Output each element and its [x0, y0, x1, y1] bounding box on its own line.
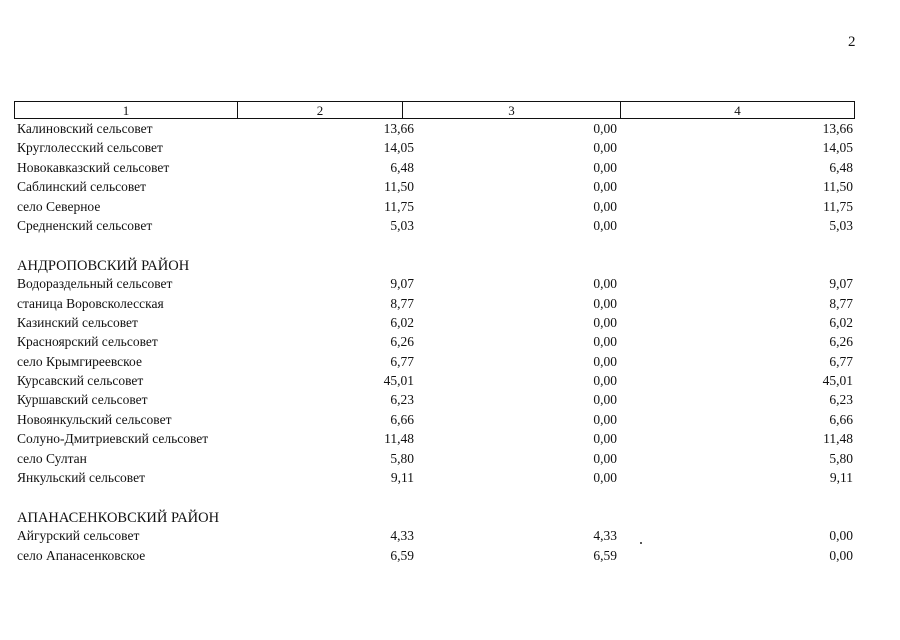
- header-col-3: 3: [403, 102, 621, 118]
- row-col-3: 0,00: [593, 159, 617, 175]
- row-col-4: 9,11: [829, 470, 853, 486]
- row-col-2: 14,05: [383, 140, 414, 156]
- row-col-2: 9,11: [390, 470, 414, 486]
- row-name: Казинский сельсовет: [17, 314, 138, 330]
- row-col-2: 5,80: [390, 450, 414, 466]
- table-row: [0, 391, 900, 410]
- table-row: [0, 275, 900, 294]
- row-name: станица Воровсколесская: [17, 295, 164, 311]
- row-col-3: 0,00: [593, 276, 617, 292]
- table-row: [0, 353, 900, 372]
- row-col-2: 6,02: [390, 314, 414, 330]
- row-col-2: 5,03: [390, 217, 414, 233]
- table-row: [0, 314, 900, 333]
- row-name: Красноярский сельсовет: [17, 334, 158, 350]
- row-name: Круглолесский сельсовет: [17, 140, 163, 156]
- row-col-3: 0,00: [593, 121, 617, 136]
- row-col-3: 0,00: [593, 431, 617, 447]
- row-col-2: 11,50: [384, 179, 414, 195]
- header-col-4: 4: [734, 103, 741, 118]
- row-col-2: 13,66: [383, 121, 414, 136]
- row-col-4: 6,26: [829, 334, 853, 350]
- row-col-3: 0,00: [593, 217, 617, 233]
- row-col-3: 0,00: [593, 373, 617, 389]
- table-row: [0, 527, 900, 546]
- row-col-4: 8,77: [829, 295, 853, 311]
- row-name: село Апанасенковское: [17, 547, 146, 563]
- row-col-4: 5,80: [829, 450, 853, 466]
- section-heading: [0, 508, 900, 527]
- table-row: [0, 411, 900, 430]
- row-col-2: 9,07: [390, 276, 414, 292]
- row-name: Водораздельный сельсовет: [17, 276, 173, 292]
- row-col-3: 4,33: [593, 528, 617, 544]
- row-col-4: 6,23: [829, 392, 853, 408]
- row-col-2: 6,23: [390, 392, 414, 408]
- row-col-2: 11,75: [384, 198, 414, 214]
- section-heading: [0, 256, 900, 275]
- row-col-2: 4,33: [390, 528, 414, 544]
- row-col-2: 6,26: [390, 334, 414, 350]
- section-title: АНДРОПОВСКИЙ РАЙОН: [17, 257, 190, 274]
- table-row: [0, 547, 900, 566]
- table-row: [0, 178, 900, 197]
- row-col-2: 6,59: [390, 547, 414, 563]
- row-col-2: 11,48: [384, 431, 414, 447]
- row-col-4: 5,03: [829, 217, 853, 233]
- row-name: Новокавказский сельсовет: [17, 159, 170, 175]
- row-col-3: 0,00: [593, 314, 617, 330]
- section-spacer: [0, 236, 900, 255]
- page-number: 2: [848, 34, 856, 50]
- row-col-3: 0,00: [593, 392, 617, 408]
- row-col-4: 11,50: [823, 179, 853, 195]
- section-spacer: [0, 488, 900, 507]
- row-col-4: 6,02: [829, 314, 853, 330]
- row-col-4: 11,48: [823, 431, 853, 447]
- row-col-3: 0,00: [593, 140, 617, 156]
- table-row: [0, 217, 900, 236]
- row-col-4: 9,07: [829, 276, 853, 292]
- header-col-2: 2: [238, 102, 403, 118]
- table-row: [0, 198, 900, 217]
- row-col-3: 0,00: [593, 198, 617, 214]
- row-name: Саблинский сельсовет: [17, 179, 147, 195]
- row-col-4: 13,66: [822, 121, 853, 136]
- row-col-2: 6,66: [390, 411, 414, 427]
- row-col-3: 0,00: [593, 295, 617, 311]
- table-row: [0, 469, 900, 488]
- table-row: [0, 430, 900, 449]
- row-name: Янкульский сельсовет: [17, 470, 145, 486]
- row-name: село Крымгиреевское: [17, 353, 142, 369]
- row-col-3: 0,00: [593, 450, 617, 466]
- row-col-4: 14,05: [822, 140, 853, 156]
- row-col-3: 6,59: [593, 547, 617, 563]
- row-col-3: 0,00: [593, 470, 617, 486]
- table-row: [0, 120, 900, 139]
- row-name: Новоянкульский сельсовет: [17, 411, 172, 427]
- row-col-3: 0,00: [593, 353, 617, 369]
- table-row: [0, 450, 900, 469]
- table-row: [0, 333, 900, 352]
- row-col-2: 6,77: [390, 353, 414, 369]
- row-col-2: 6,48: [390, 159, 414, 175]
- row-col-3: 0,00: [593, 334, 617, 350]
- row-name: село Султан: [17, 450, 87, 466]
- table-row: [0, 295, 900, 314]
- row-name: Калиновский сельсовет: [17, 121, 153, 136]
- section-title: АПАНАСЕНКОВСКИЙ РАЙОН: [17, 509, 220, 526]
- row-col-3: 0,00: [593, 411, 617, 427]
- row-col-2: 8,77: [390, 295, 414, 311]
- table-row: [0, 139, 900, 158]
- row-name: Куршавский сельсовет: [17, 392, 148, 408]
- row-col-4: 0,00: [829, 547, 853, 563]
- row-col-2: 45,01: [383, 373, 414, 389]
- row-name: Средненский сельсовет: [17, 217, 153, 233]
- row-col-4: 11,75: [823, 198, 853, 214]
- table-row: [0, 159, 900, 178]
- row-col-4: 6,66: [829, 411, 853, 427]
- row-name: Курсавский сельсовет: [17, 373, 144, 389]
- row-name: Солуно-Дмитриевский сельсовет: [17, 431, 209, 447]
- row-name: село Северное: [17, 198, 101, 214]
- row-col-4: 45,01: [822, 373, 853, 389]
- header-col-1: 1: [15, 102, 238, 118]
- scan-speck: [640, 542, 642, 544]
- row-name: Айгурский сельсовет: [17, 528, 140, 544]
- row-col-3: 0,00: [593, 179, 617, 195]
- table-body: [0, 120, 900, 566]
- row-col-4: 6,77: [829, 353, 853, 369]
- row-col-4: 0,00: [829, 528, 853, 544]
- table-header: [14, 101, 855, 119]
- row-col-4: 6,48: [829, 159, 853, 175]
- table-row: [0, 372, 900, 391]
